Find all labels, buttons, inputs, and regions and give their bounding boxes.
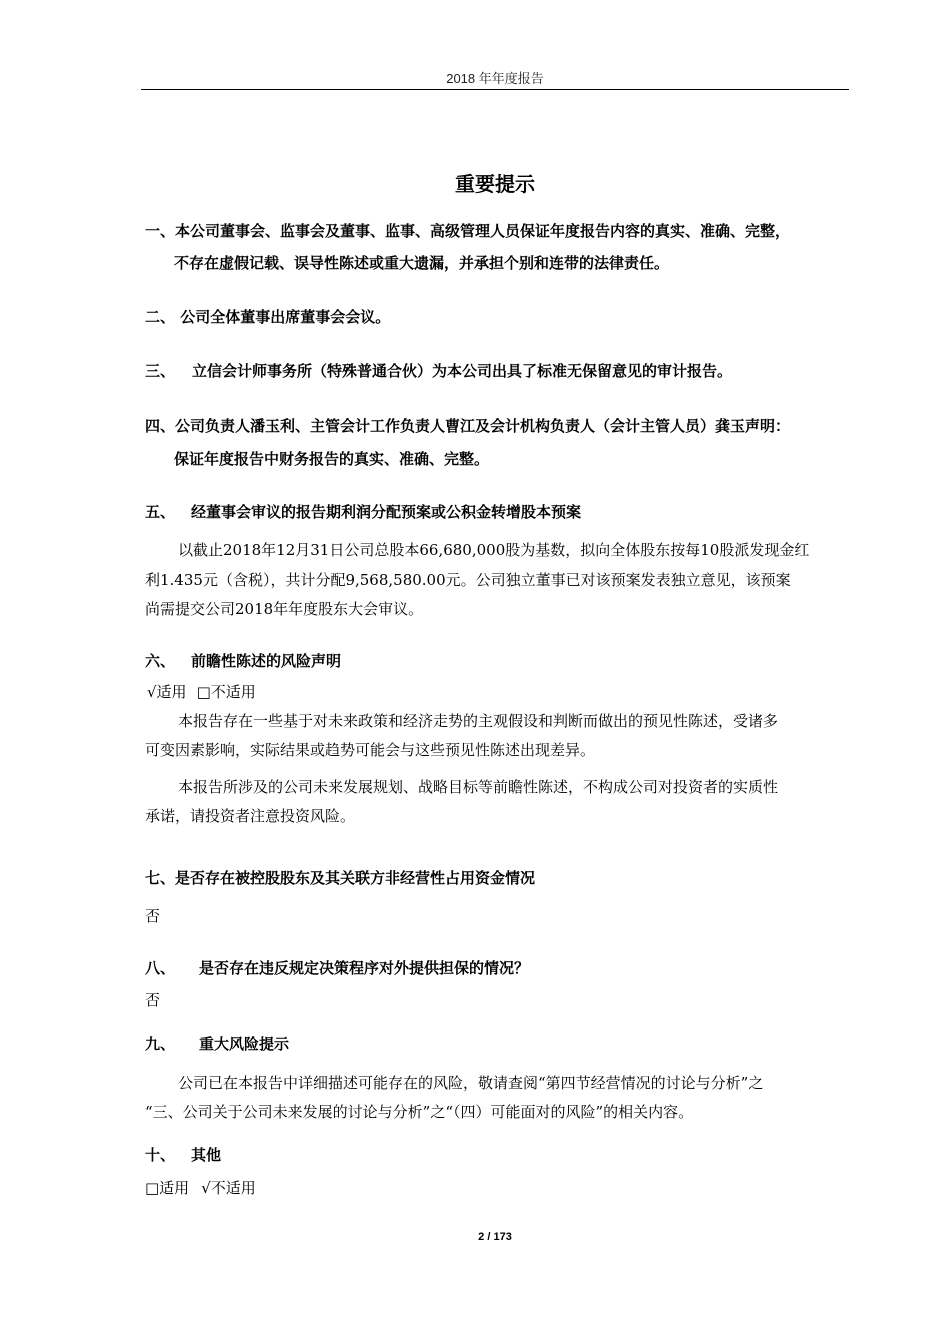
section-4-line-2: 保证年度报告中财务报告的真实、准确、完整。 xyxy=(174,450,490,468)
section-6-para-2-line-2: 承诺，请投资者注意投资风险。 xyxy=(145,807,356,825)
section-10-number: 十、 xyxy=(145,1146,176,1164)
section-9-para-line-1: 公司已在本报告中详细描述可能存在的风险，敬请查阅“第四节经营情况的讨论与分析”之 xyxy=(178,1074,764,1092)
section-7-heading: 七、是否存在被控股股东及其关联方非经营性占用资金情况 xyxy=(145,869,536,887)
section-6-para-1-line-1: 本报告存在一些基于对未来政策和经济走势的主观假设和判断而做出的预见性陈述，受诸多 xyxy=(178,712,779,730)
section-6-number: 六、 xyxy=(145,652,176,670)
section-1-line-1: 一、本公司董事会、监事会及董事、监事、高级管理人员保证年度报告内容的真实、准确、完整， xyxy=(145,222,791,240)
section-10-heading xyxy=(145,1144,221,1165)
section-6-title: 前瞻性陈述的风险声明 xyxy=(191,652,342,670)
section-8-heading xyxy=(145,957,529,978)
page-number: 2 / 173 xyxy=(478,1231,512,1243)
section-10-options xyxy=(145,1177,256,1198)
section-5-number: 五、 xyxy=(145,503,176,521)
section-7-answer: 否 xyxy=(145,907,161,925)
page-title: 重要提示 xyxy=(455,172,535,196)
option-applicable-checked: √适用 xyxy=(147,683,187,701)
option-applicable: □适用 xyxy=(145,1179,190,1197)
section-8-title: 是否存在违反规定决策程序对外提供担保的情况？ xyxy=(199,959,530,977)
header-rule xyxy=(141,89,849,90)
section-8-answer: 否 xyxy=(145,991,161,1009)
section-9-para-line-2: “三、公司关于公司未来发展的讨论与分析”之“（四）可能面对的风险”的相关内容。 xyxy=(145,1103,694,1121)
section-5-para-line-3: 尚需提交公司2018年年度股东大会审议。 xyxy=(145,600,424,618)
option-not-applicable: □不适用 xyxy=(196,683,256,701)
running-header: 2018 年年度报告 xyxy=(446,71,544,86)
section-6-para-2-line-1: 本报告所涉及的公司未来发展规划、战略目标等前瞻性陈述，不构成公司对投资者的实质性 xyxy=(178,778,779,796)
section-3-text: 立信会计师事务所（特殊普通合伙）为本公司出具了标准无保留意见的审计报告。 xyxy=(192,362,733,380)
section-5-para-line-2: 利1.435元（含税），共计分配9,568,580.00元。公司独立董事已对该预案发表独立意见，该预案 xyxy=(145,571,791,589)
section-6-heading xyxy=(145,650,341,671)
section-3 xyxy=(145,360,732,381)
section-2: 二、 公司全体董事出席董事会会议。 xyxy=(145,308,391,326)
section-5-heading xyxy=(145,501,581,522)
section-4-line-1: 四、公司负责人潘玉利、主管会计工作负责人曹江及会计机构负责人（会计主管人员）龚玉声明： xyxy=(145,417,791,435)
option-not-applicable-checked: √不适用 xyxy=(201,1179,256,1197)
section-6-options xyxy=(147,681,256,702)
section-1-line-2: 不存在虚假记载、误导性陈述或重大遗漏，并承担个别和连带的法律责任。 xyxy=(174,254,670,272)
section-5-title: 经董事会审议的报告期利润分配预案或公积金转增股本预案 xyxy=(191,503,582,521)
section-6-para-1-line-2: 可变因素影响，实际结果或趋势可能会与这些预见性陈述出现差异。 xyxy=(145,741,596,759)
section-9-number: 九、 xyxy=(145,1035,176,1053)
section-5-para-line-1: 以截止2018年12月31日公司总股本66,680,000股为基数，拟向全体股东按每10股派发现金红 xyxy=(178,541,810,559)
section-10-title: 其他 xyxy=(191,1146,222,1164)
section-9-title: 重大风险提示 xyxy=(199,1035,290,1053)
section-8-number: 八、 xyxy=(145,959,176,977)
section-9-heading xyxy=(145,1033,289,1054)
section-3-number: 三、 xyxy=(145,362,176,380)
